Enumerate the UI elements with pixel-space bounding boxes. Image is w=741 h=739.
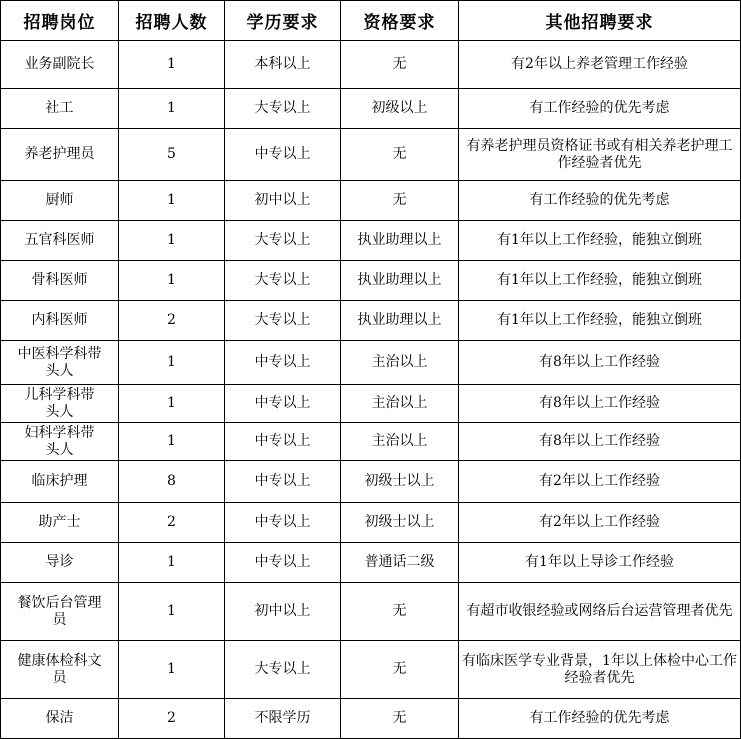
cell-other: 有超市收银经验或网络后台运营管理者优先 xyxy=(459,583,741,641)
cell-qualification: 普通话二级 xyxy=(341,543,459,583)
cell-count: 1 xyxy=(119,89,225,129)
cell-education: 初中以上 xyxy=(225,181,341,221)
table-row xyxy=(1,503,741,543)
cell-position: 业务副院长 xyxy=(1,41,119,89)
cell-count: 1 xyxy=(119,261,225,301)
table-row xyxy=(1,385,741,423)
cell-count: 2 xyxy=(119,301,225,341)
cell-education: 中专以上 xyxy=(225,129,341,181)
cell-count: 2 xyxy=(119,503,225,543)
cell-qualification: 执业助理以上 xyxy=(341,221,459,261)
cell-qualification: 无 xyxy=(341,181,459,221)
cell-education: 中专以上 xyxy=(225,385,341,423)
cell-count: 2 xyxy=(119,699,225,739)
cell-qualification: 主治以上 xyxy=(341,423,459,461)
cell-position: 内科医师 xyxy=(1,301,119,341)
cell-other: 有工作经验的优先考虑 xyxy=(459,89,741,129)
cell-position: 养老护理员 xyxy=(1,129,119,181)
cell-education: 中专以上 xyxy=(225,543,341,583)
cell-other: 有2年以上养老管理工作经验 xyxy=(459,41,741,89)
cell-education: 初中以上 xyxy=(225,583,341,641)
cell-other: 有2年以上工作经验 xyxy=(459,461,741,503)
table-row xyxy=(1,341,741,385)
cell-other: 有1年以上工作经验，能独立倒班 xyxy=(459,221,741,261)
table-row xyxy=(1,543,741,583)
cell-qualification: 无 xyxy=(341,641,459,699)
table-row xyxy=(1,41,741,89)
cell-position: 餐饮后台管理员 xyxy=(1,583,119,641)
cell-position: 导诊 xyxy=(1,543,119,583)
cell-other: 有工作经验的优先考虑 xyxy=(459,699,741,739)
cell-education: 大专以上 xyxy=(225,261,341,301)
cell-qualification: 初级士以上 xyxy=(341,503,459,543)
cell-count: 1 xyxy=(119,341,225,385)
table-row xyxy=(1,699,741,739)
cell-count: 8 xyxy=(119,461,225,503)
cell-education: 大专以上 xyxy=(225,641,341,699)
cell-other: 有临床医学专业背景，1年以上体检中心工作经验者优先 xyxy=(459,641,741,699)
cell-qualification: 执业助理以上 xyxy=(341,301,459,341)
cell-other: 有1年以上工作经验，能独立倒班 xyxy=(459,261,741,301)
cell-qualification: 无 xyxy=(341,699,459,739)
table-row xyxy=(1,129,741,181)
header-count: 招聘人数 xyxy=(119,1,225,41)
cell-qualification: 无 xyxy=(341,583,459,641)
cell-education: 中专以上 xyxy=(225,503,341,543)
table-row xyxy=(1,181,741,221)
cell-qualification: 初级以上 xyxy=(341,89,459,129)
cell-other: 有8年以上工作经验 xyxy=(459,423,741,461)
table-row xyxy=(1,461,741,503)
cell-count: 1 xyxy=(119,423,225,461)
cell-other: 有工作经验的优先考虑 xyxy=(459,181,741,221)
cell-education: 中专以上 xyxy=(225,341,341,385)
table-row xyxy=(1,583,741,641)
cell-position: 儿科学科带头人 xyxy=(1,385,119,423)
cell-other: 有8年以上工作经验 xyxy=(459,341,741,385)
cell-education: 中专以上 xyxy=(225,461,341,503)
cell-qualification: 执业助理以上 xyxy=(341,261,459,301)
cell-other: 有2年以上工作经验 xyxy=(459,503,741,543)
table-row xyxy=(1,301,741,341)
table-row xyxy=(1,89,741,129)
cell-education: 本科以上 xyxy=(225,41,341,89)
cell-education: 大专以上 xyxy=(225,301,341,341)
header-position: 招聘岗位 xyxy=(1,1,119,41)
table-row xyxy=(1,423,741,461)
header-other: 其他招聘要求 xyxy=(459,1,741,41)
cell-other: 有1年以上工作经验，能独立倒班 xyxy=(459,301,741,341)
header-row xyxy=(1,1,741,41)
cell-qualification: 主治以上 xyxy=(341,341,459,385)
table-row xyxy=(1,261,741,301)
cell-position: 临床护理 xyxy=(1,461,119,503)
cell-position: 保洁 xyxy=(1,699,119,739)
cell-position: 骨科医师 xyxy=(1,261,119,301)
cell-other: 有8年以上工作经验 xyxy=(459,385,741,423)
cell-education: 大专以上 xyxy=(225,221,341,261)
cell-qualification: 主治以上 xyxy=(341,385,459,423)
cell-count: 1 xyxy=(119,221,225,261)
cell-position: 妇科学科带头人 xyxy=(1,423,119,461)
cell-other: 有养老护理员资格证书或有相关养老护理工作经验者优先 xyxy=(459,129,741,181)
cell-position: 五官科医师 xyxy=(1,221,119,261)
cell-position: 中医科学科带头人 xyxy=(1,341,119,385)
cell-count: 1 xyxy=(119,543,225,583)
cell-count: 5 xyxy=(119,129,225,181)
cell-education: 中专以上 xyxy=(225,423,341,461)
cell-qualification: 无 xyxy=(341,129,459,181)
cell-count: 1 xyxy=(119,641,225,699)
cell-count: 1 xyxy=(119,41,225,89)
cell-count: 1 xyxy=(119,385,225,423)
table-row xyxy=(1,221,741,261)
cell-qualification: 无 xyxy=(341,41,459,89)
header-education: 学历要求 xyxy=(225,1,341,41)
cell-position: 厨师 xyxy=(1,181,119,221)
table-row xyxy=(1,641,741,699)
cell-position: 助产士 xyxy=(1,503,119,543)
cell-education: 不限学历 xyxy=(225,699,341,739)
cell-other: 有1年以上导诊工作经验 xyxy=(459,543,741,583)
cell-count: 1 xyxy=(119,583,225,641)
cell-count: 1 xyxy=(119,181,225,221)
cell-position: 社工 xyxy=(1,89,119,129)
header-qualification: 资格要求 xyxy=(341,1,459,41)
cell-position: 健康体检科文员 xyxy=(1,641,119,699)
cell-qualification: 初级士以上 xyxy=(341,461,459,503)
cell-education: 大专以上 xyxy=(225,89,341,129)
